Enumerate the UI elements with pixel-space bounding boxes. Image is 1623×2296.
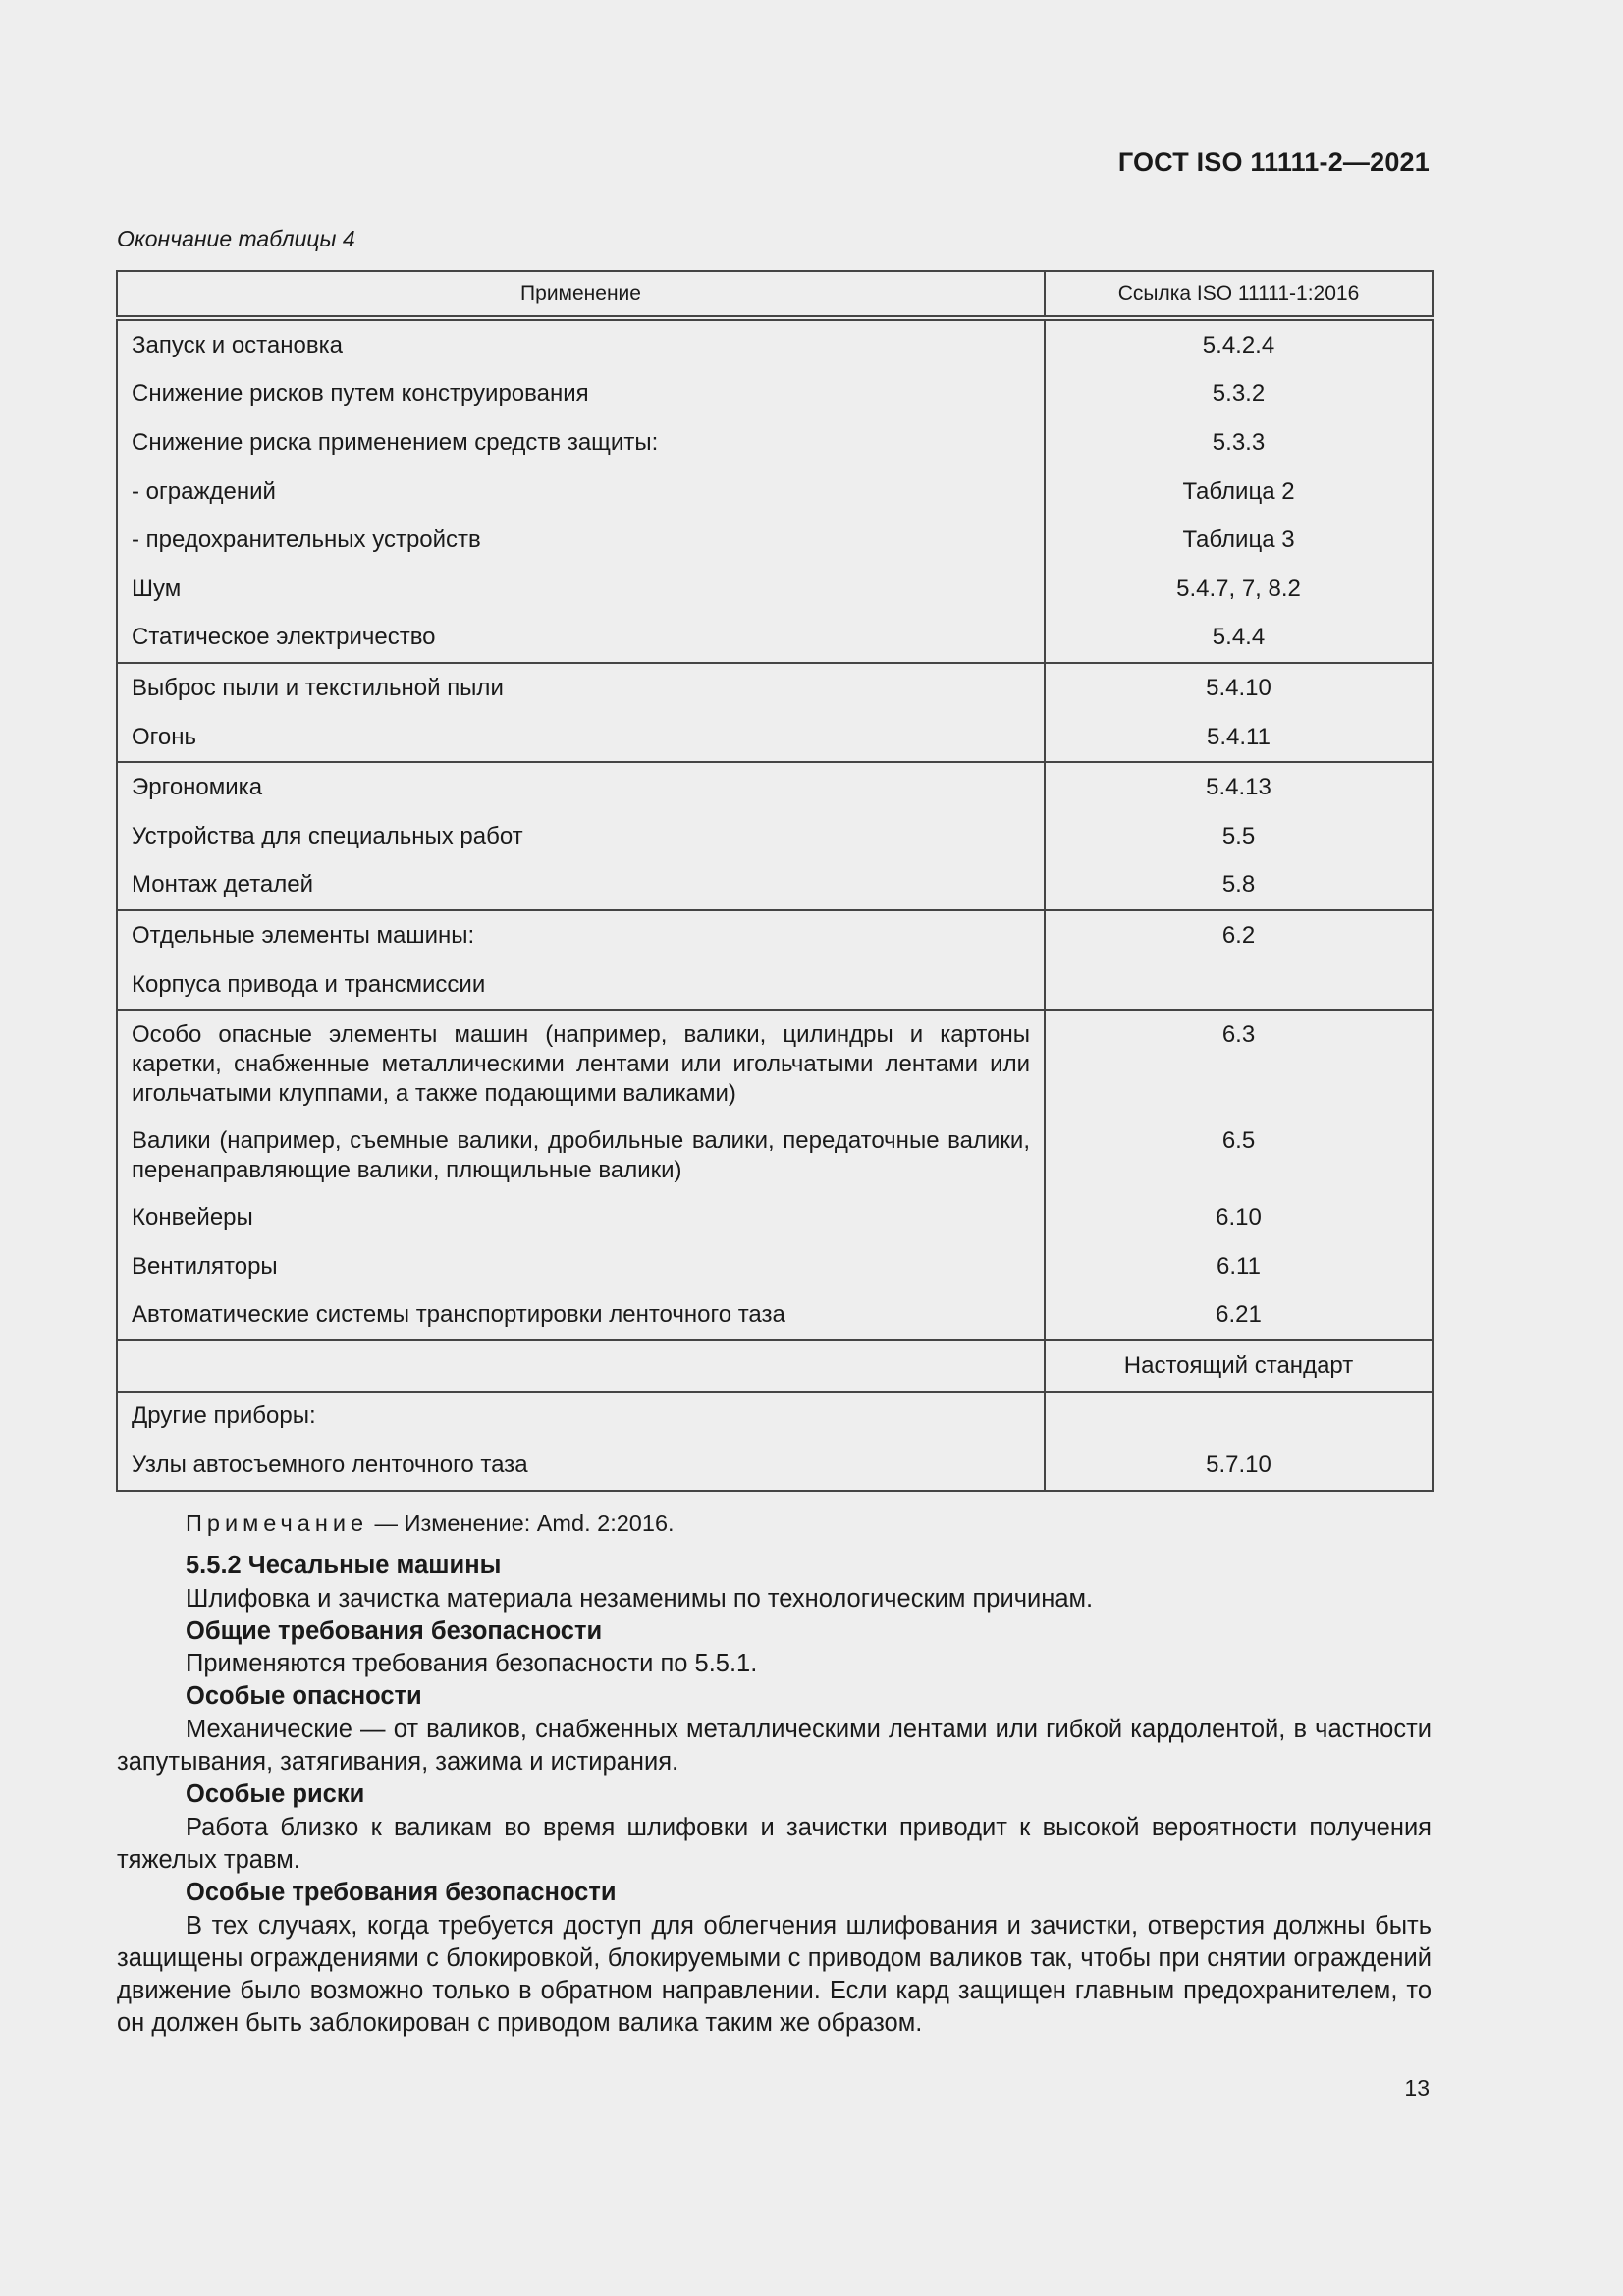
table-row — [117, 713, 1433, 763]
application-cell: Статическое электричество — [117, 614, 1045, 664]
table-note — [117, 1507, 1432, 1540]
application-cell: Запуск и остановка — [117, 318, 1045, 370]
reference-cell: 6.11 — [1045, 1242, 1433, 1291]
table-row — [117, 663, 1433, 713]
application-cell: Другие приборы: — [117, 1392, 1045, 1442]
table-row — [117, 910, 1433, 960]
specific-risks-heading: Особые риски — [186, 1780, 365, 1809]
table-row — [117, 960, 1433, 1011]
table-row — [117, 614, 1433, 664]
application-cell: Шум — [117, 565, 1045, 614]
application-cell: - предохранительных устройств — [117, 516, 1045, 565]
table-row — [117, 1392, 1433, 1442]
table-row — [117, 565, 1433, 614]
reference-cell — [1045, 960, 1433, 1011]
table-row — [117, 516, 1433, 565]
column-header-reference: Ссылка ISO 11111-1:2016 — [1045, 271, 1433, 318]
application-cell: Эргономика — [117, 762, 1045, 812]
reference-cell: 5.4.10 — [1045, 663, 1433, 713]
note-lead: Примечание — [186, 1510, 369, 1536]
reference-cell: 5.4.7, 7, 8.2 — [1045, 565, 1433, 614]
reference-cell: Таблица 2 — [1045, 467, 1433, 517]
table-row — [117, 318, 1433, 370]
application-cell: Особо опасные элементы машин (например, валики, цилиндры и картоны каретки, снабженные металлическими лентами или игольчатыми лентами или игольчатыми клуппами, а также подающими валиками) — [117, 1010, 1045, 1117]
table-row — [117, 370, 1433, 419]
table-row — [117, 1340, 1433, 1392]
table-row — [117, 1291, 1433, 1341]
application-cell: Отдельные элементы машины: — [117, 910, 1045, 960]
application-cell — [117, 1340, 1045, 1392]
reference-cell: Таблица 3 — [1045, 516, 1433, 565]
reference-cell: 6.3 — [1045, 1010, 1433, 1117]
reference-cell: 5.4.4 — [1045, 614, 1433, 664]
application-cell: Корпуса привода и трансмиссии — [117, 960, 1045, 1011]
reference-cell: 5.4.11 — [1045, 713, 1433, 763]
reference-table — [116, 270, 1434, 1492]
specific-hazards-heading: Особые опасности — [186, 1682, 422, 1711]
table-row — [117, 1117, 1433, 1193]
application-cell: Монтаж деталей — [117, 861, 1045, 911]
section-intro: Шлифовка и зачистка материала незаменимы по технологическим причинам. — [186, 1584, 1094, 1613]
application-cell: Устройства для специальных работ — [117, 812, 1045, 861]
specific-requirements-heading: Особые требования безопасности — [186, 1879, 617, 1907]
application-cell: - ограждений — [117, 467, 1045, 517]
reference-cell: 6.2 — [1045, 910, 1433, 960]
table-row — [117, 418, 1433, 467]
general-requirements-text: Применяются требования безопасности по 5.5.1. — [186, 1650, 758, 1678]
specific-requirements-text: В тех случаях, когда требуется доступ для облегчения шлифования и зачистки, отверстия должны быть защищены ограждениями с блокировкой, блокируемыми с приводом валиков так, чтобы при снятии ограждений движение было возможно только в обратном направлении. Если кард защищен главным предохранителем, то он должен быть заблокирован с приводом валика таким же образом. — [117, 1911, 1432, 2038]
reference-cell: 5.3.2 — [1045, 370, 1433, 419]
application-cell: Огонь — [117, 713, 1045, 763]
reference-cell — [1045, 1392, 1433, 1442]
table-row — [117, 812, 1433, 861]
reference-cell: 5.4.13 — [1045, 762, 1433, 812]
table-row — [117, 1010, 1433, 1117]
reference-cell: 5.5 — [1045, 812, 1433, 861]
reference-cell: 5.3.3 — [1045, 418, 1433, 467]
application-cell: Выброс пыли и текстильной пыли — [117, 663, 1045, 713]
section-heading: 5.5.2 Чесальные машины — [186, 1552, 502, 1580]
document-code: ГОСТ ISO 11111-2—2021 — [1117, 147, 1430, 177]
table-row — [117, 1242, 1433, 1291]
reference-cell: 6.5 — [1045, 1117, 1433, 1193]
reference-cell: 5.8 — [1045, 861, 1433, 911]
table-row — [117, 762, 1433, 812]
section-body — [117, 1507, 1432, 2041]
specific-hazards-text: Механические — от валиков, снабженных металлическими лентами или гибкой кардолентой, в частности запутывания, затягивания, зажима и истирания. — [117, 1715, 1432, 1777]
table-row — [117, 1441, 1433, 1491]
reference-cell: 6.21 — [1045, 1291, 1433, 1341]
application-cell: Валики (например, съемные валики, дробильные валики, передаточные валики, перенаправляющие валики, плющильные валики) — [117, 1117, 1045, 1193]
table-row — [117, 861, 1433, 911]
application-cell: Автоматические системы транспортировки ленточного таза — [117, 1291, 1045, 1341]
reference-cell: 5.4.2.4 — [1045, 318, 1433, 370]
table-header-row — [117, 271, 1433, 318]
application-cell: Вентиляторы — [117, 1242, 1045, 1291]
table-row — [117, 1193, 1433, 1242]
general-requirements-heading: Общие требования безопасности — [186, 1616, 603, 1645]
application-cell: Снижение рисков путем конструирования — [117, 370, 1045, 419]
note-text: — Изменение: Amd. 2:2016. — [368, 1510, 675, 1536]
page-number: 13 — [1404, 2075, 1430, 2101]
table-row — [117, 467, 1433, 517]
application-cell: Снижение риска применением средств защиты: — [117, 418, 1045, 467]
application-cell: Конвейеры — [117, 1193, 1045, 1242]
application-cell: Узлы автосъемного ленточного таза — [117, 1441, 1045, 1491]
reference-cell: 5.7.10 — [1045, 1441, 1433, 1491]
specific-risks-text: Работа близко к валикам во время шлифовки и зачистки приводит к высокой вероятности получения тяжелых травм. — [117, 1813, 1432, 1874]
reference-cell: 6.10 — [1045, 1193, 1433, 1242]
table-caption: Окончание таблицы 4 — [117, 226, 355, 251]
reference-cell: Настоящий стандарт — [1045, 1340, 1433, 1392]
column-header-application: Применение — [117, 271, 1045, 318]
